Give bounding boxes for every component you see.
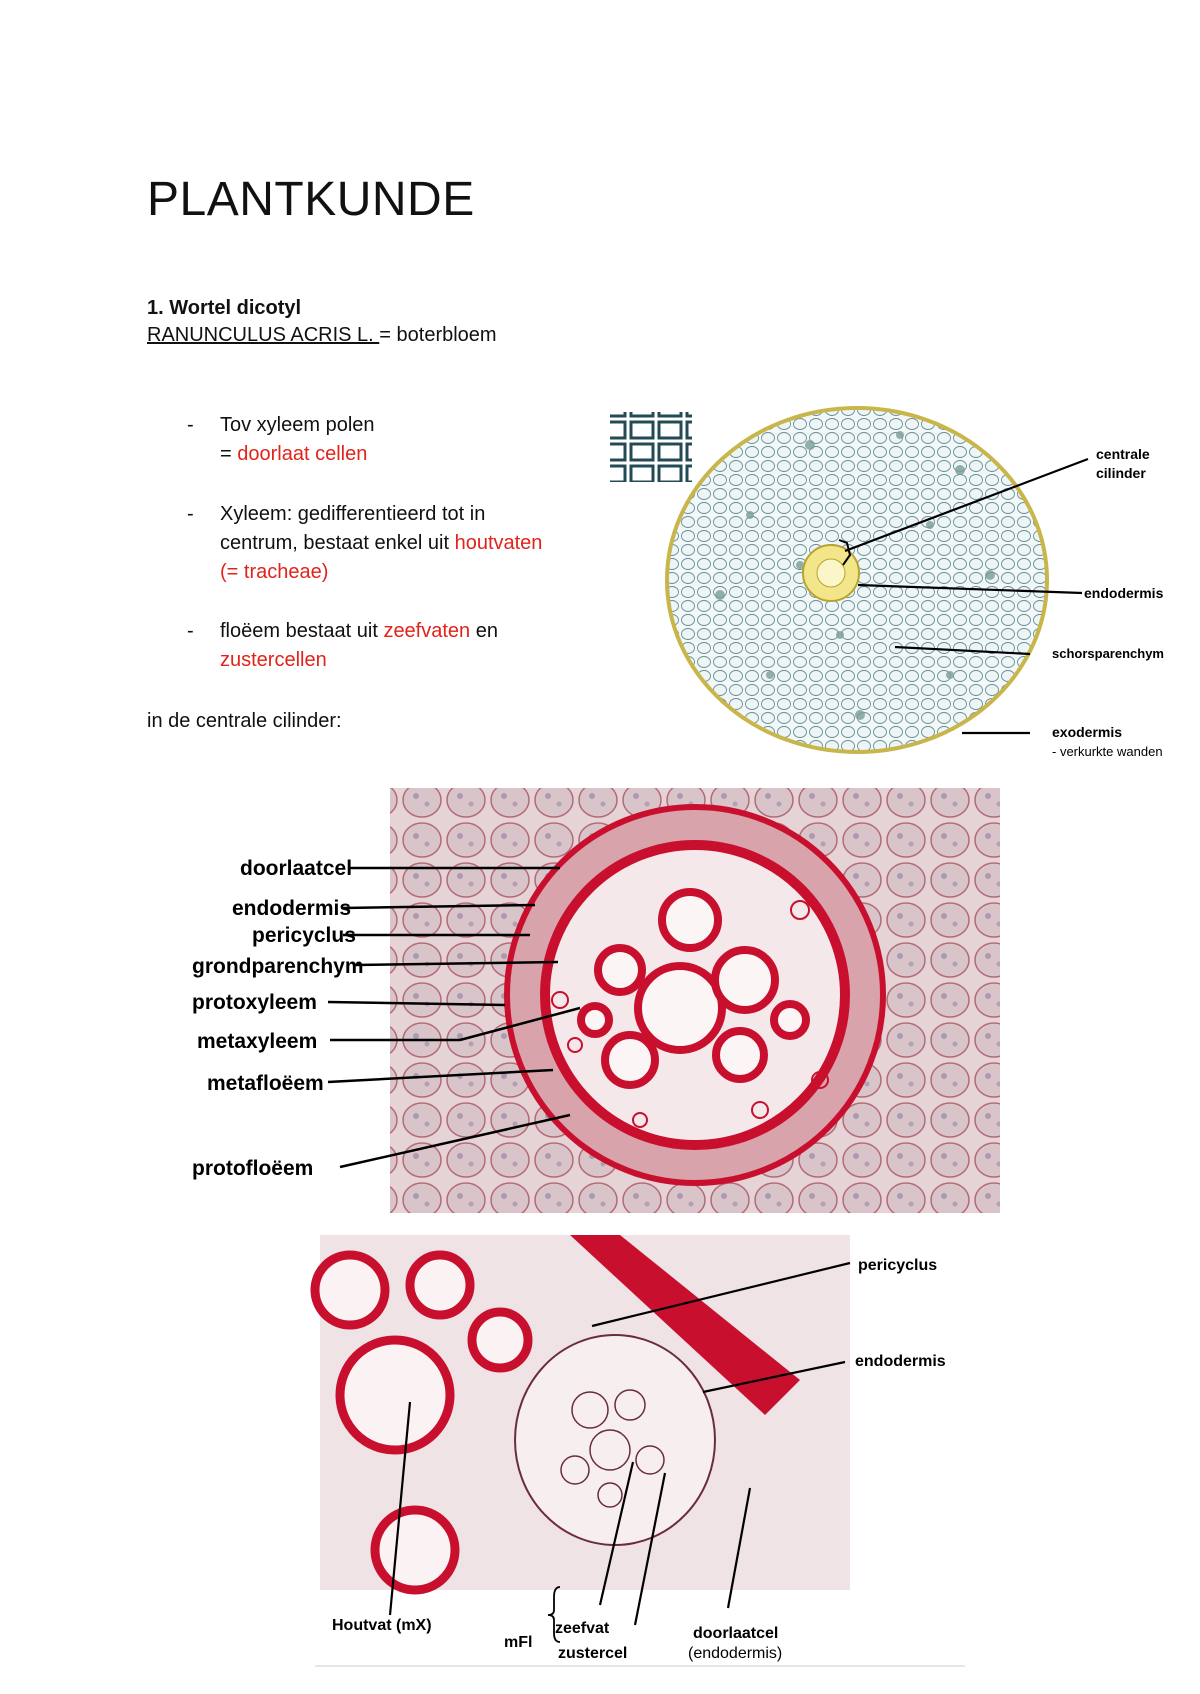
bullet-text: Tov xyleem polen	[220, 414, 375, 436]
bullet-text-part: en	[470, 620, 498, 642]
root-cross-section-figure	[600, 375, 1200, 775]
label-metafloeem: metafloëem	[207, 1072, 324, 1095]
highlight-term: zustercellen	[220, 649, 327, 671]
phloem-group	[515, 1335, 715, 1545]
micrograph-central-cylinder	[180, 780, 1020, 1220]
label-exodermis: exodermis	[1052, 724, 1123, 740]
label-houtvat: Houtvat (mX)	[332, 1617, 432, 1634]
label-doorlaatcel: doorlaatcel	[240, 857, 353, 880]
highlight-term: (= tracheae)	[220, 561, 329, 583]
label-protoxyleem: protoxyleem	[192, 991, 317, 1014]
highlight-term: houtvaten	[454, 532, 543, 554]
bullet-text	[220, 529, 542, 558]
bullet-dash: -	[187, 503, 194, 525]
label-pericyclus: pericyclus	[252, 924, 356, 947]
centrale-cilinder-intro: in de centrale cilinder:	[147, 710, 342, 732]
label-grondparenchym: grondparenchym	[192, 955, 364, 978]
bullet-text	[220, 617, 498, 646]
micrograph-closeup	[310, 1230, 970, 1662]
label-doorlaatcel: doorlaatcel	[693, 1625, 779, 1642]
highlight-term: zeefvaten	[383, 620, 471, 642]
label-protofloeem: protofloëem	[192, 1157, 314, 1180]
bullet-text-part: floëem bestaat uit	[220, 620, 384, 642]
label-endodermis: endodermis	[1084, 585, 1164, 601]
label-centrale: centrale	[1096, 446, 1150, 462]
bullet-text: Xyleem: gedifferentieerd tot in	[220, 503, 486, 525]
species-line	[147, 324, 497, 347]
label-zustercel: zustercel	[558, 1645, 628, 1662]
label-endodermis-note: (endodermis)	[688, 1645, 783, 1662]
bullet-dash: -	[187, 414, 194, 436]
label-metaxyleem: metaxyleem	[197, 1030, 318, 1053]
section-heading: 1. Wortel dicotyl	[147, 297, 302, 319]
species-common-name: = boterbloem	[379, 324, 497, 346]
highlight-term: doorlaat cellen	[237, 443, 368, 465]
bullet-text	[220, 440, 367, 469]
label-schorsparenchym: schorsparenchym	[1052, 646, 1164, 661]
label-cilinder: cilinder	[1096, 465, 1146, 481]
label-endodermis: endodermis	[855, 1353, 946, 1370]
bullet-text-part: =	[220, 443, 238, 465]
label-zeefvat: zeefvat	[555, 1620, 610, 1637]
label-verkurkte-wanden: - verkurkte wanden	[1052, 744, 1163, 759]
species-name: RANUNCULUS ACRIS L.	[147, 324, 380, 346]
cell-detail-inset	[610, 412, 692, 482]
bullet-dash: -	[187, 620, 194, 642]
page-title: PLANTKUNDE	[147, 173, 475, 226]
label-endodermis: endodermis	[232, 897, 352, 920]
label-mfl: mFl	[504, 1634, 533, 1651]
bullet-text-part: centrum, bestaat enkel uit	[220, 532, 455, 554]
label-pericyclus: pericyclus	[858, 1257, 938, 1274]
